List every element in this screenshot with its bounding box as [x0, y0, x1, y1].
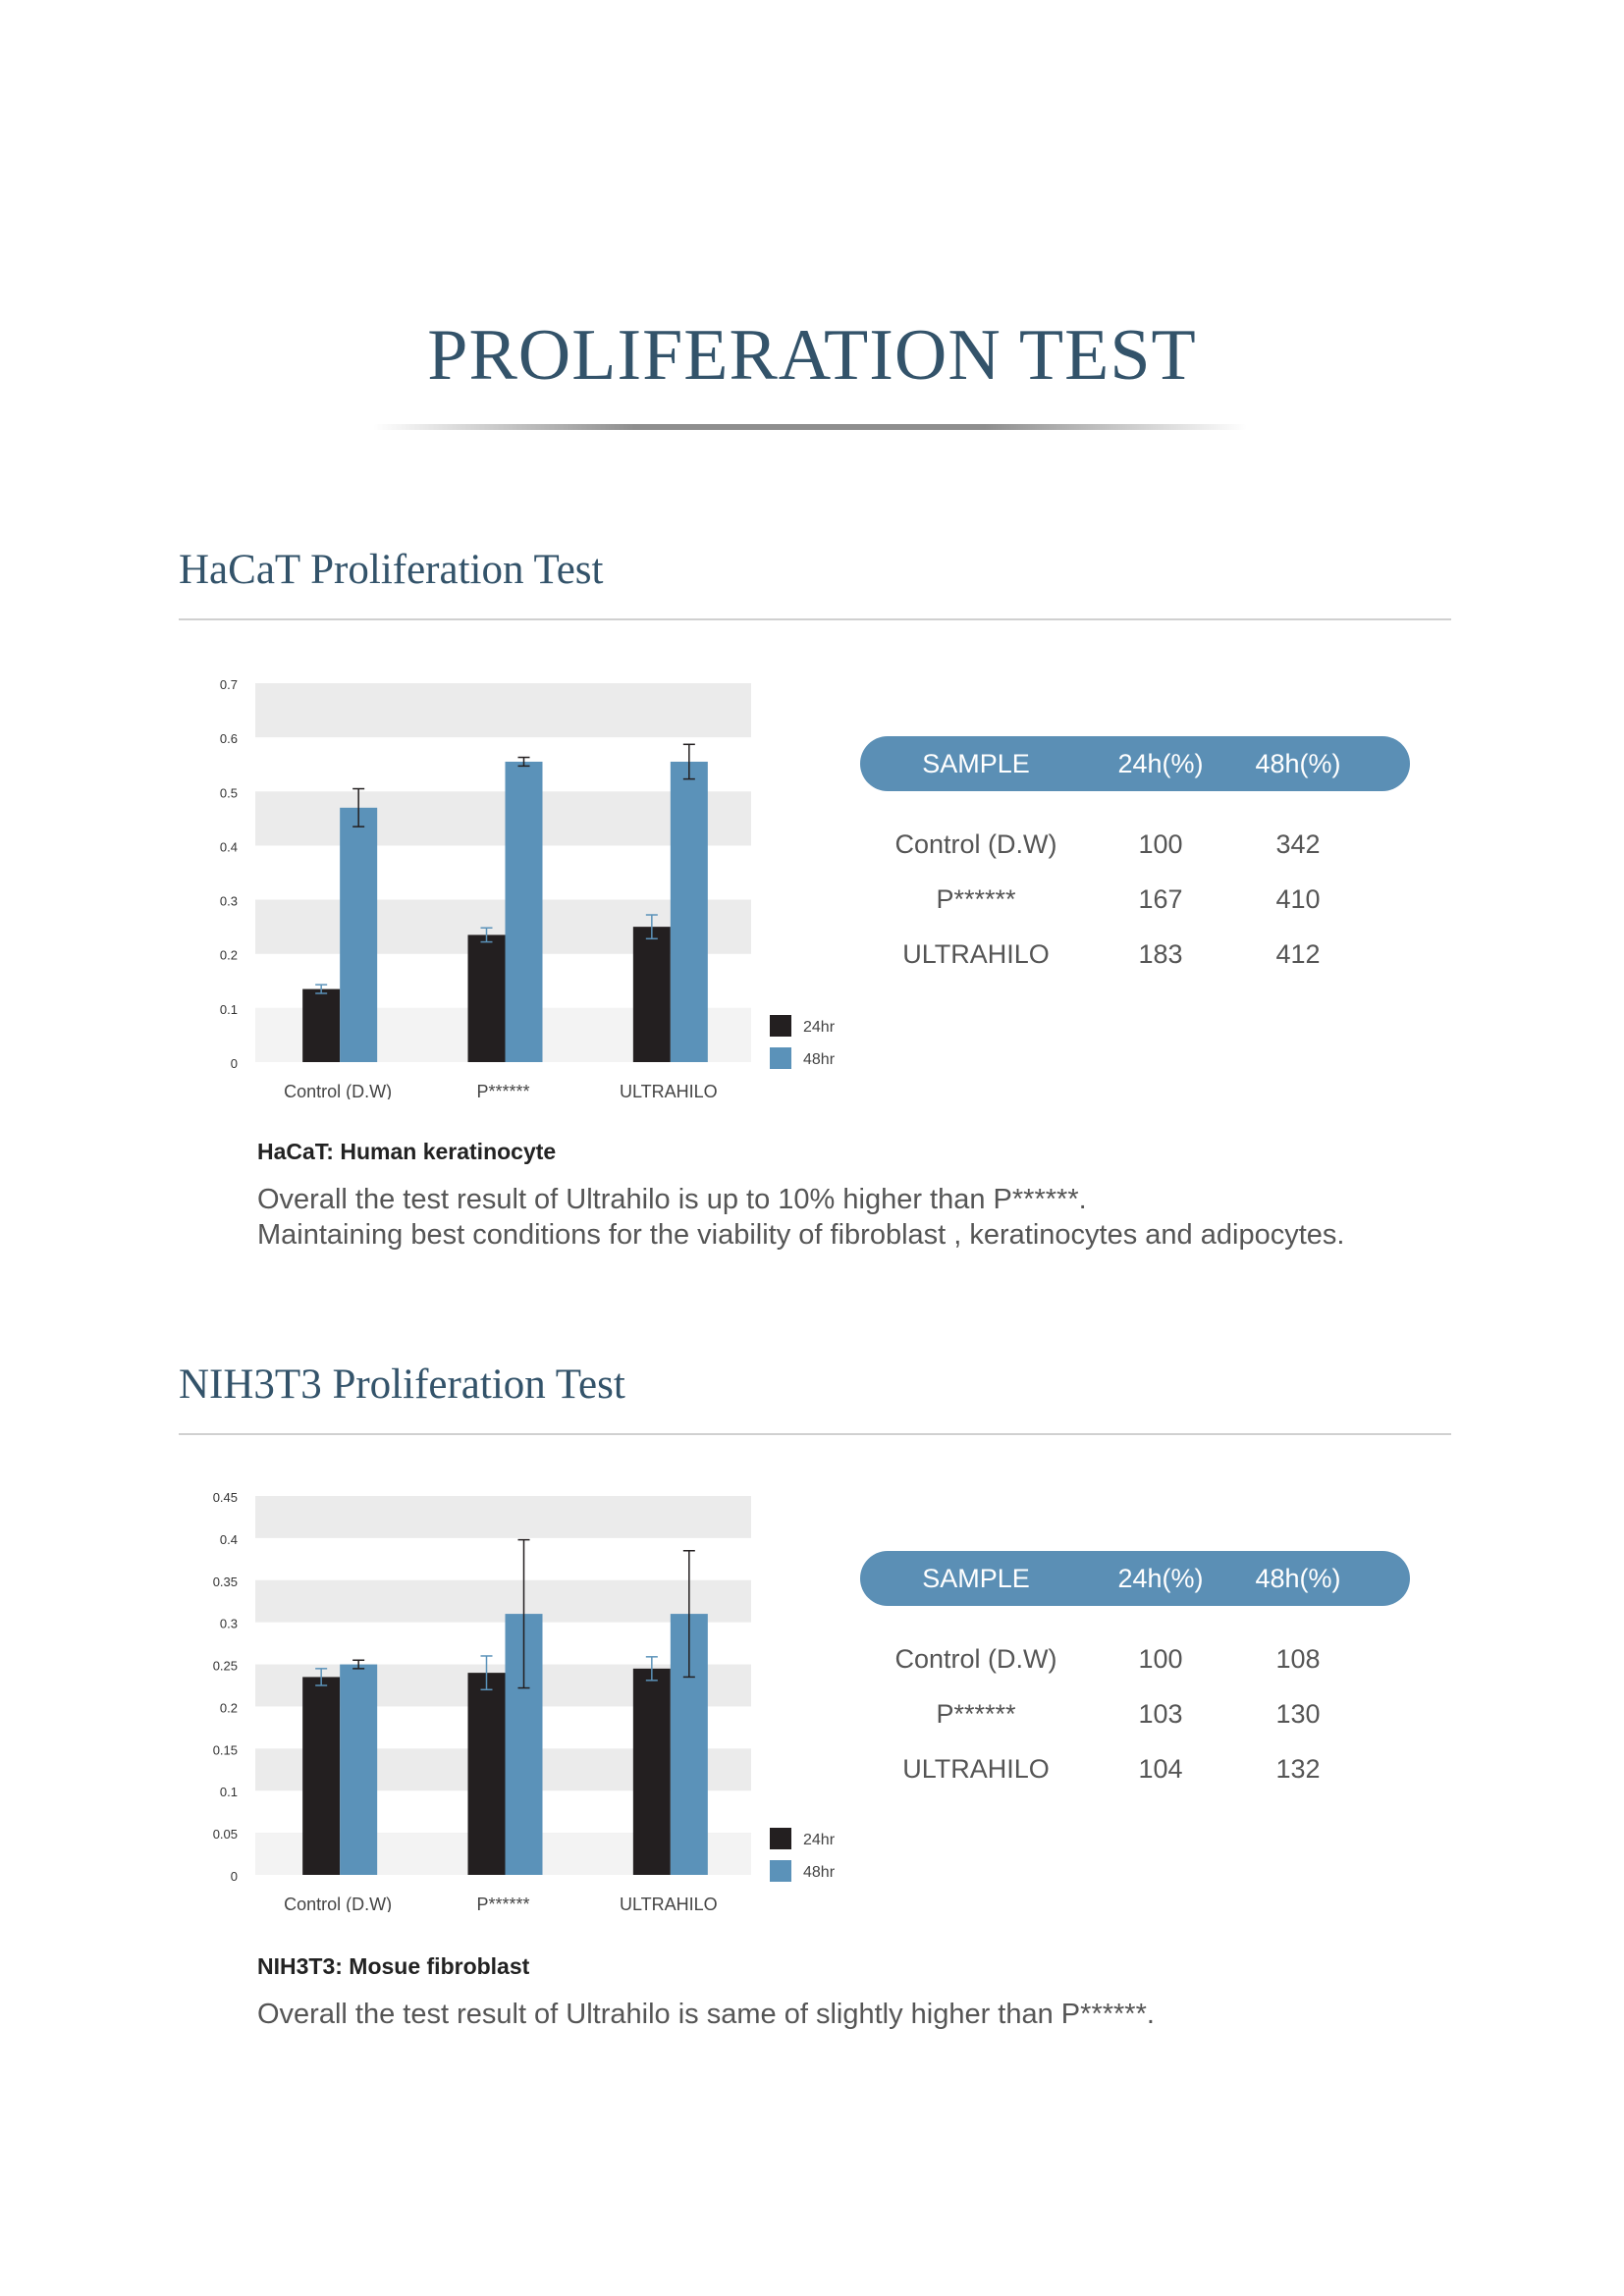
table-row	[860, 1631, 1410, 1686]
bar-24hr	[468, 1673, 506, 1875]
header-24h: 24h(%)	[1117, 1563, 1204, 1593]
caption-line: Overall the test result of Ultrahilo is up to 10% higher than P******.	[257, 1184, 1087, 1215]
cell-24h: 100	[1138, 1643, 1183, 1674]
caption-title-nih3t3: NIH3T3: Mosue fibroblast	[257, 1953, 530, 1979]
caption-line: Overall the test result of Ultrahilo is same of slightly higher than P******.	[257, 1999, 1155, 2030]
legend-swatch	[770, 1860, 791, 1882]
cell-48h: 342	[1275, 828, 1321, 859]
y-tick-label: 0.1	[219, 1001, 238, 1017]
grid-band	[255, 683, 751, 737]
cell-sample: ULTRAHILO	[902, 938, 1050, 969]
cell-sample: Control (D.W)	[894, 828, 1057, 859]
legend-label: 24hr	[803, 1019, 836, 1036]
y-tick-label: 0.3	[219, 893, 238, 909]
x-tick-label: P******	[476, 1082, 530, 1099]
y-tick-label: 0.25	[212, 1658, 238, 1674]
y-tick-label: 0.45	[212, 1490, 238, 1505]
cell-48h: 132	[1275, 1753, 1321, 1784]
y-tick-label: 0.6	[219, 731, 238, 747]
y-tick-label: 0.35	[212, 1574, 238, 1589]
table-row	[860, 1686, 1410, 1741]
cell-24h: 103	[1138, 1698, 1183, 1729]
table-header	[860, 1551, 1410, 1606]
grid-band	[255, 1496, 751, 1538]
y-tick-label: 0.1	[219, 1785, 238, 1800]
bar-48hr	[340, 808, 377, 1062]
section-title-hacat: HaCaT Proliferation Test	[179, 547, 604, 593]
table-row	[860, 927, 1410, 982]
x-tick-label: ULTRAHILO	[619, 1895, 718, 1912]
section-divider	[179, 618, 1451, 620]
bar-24hr	[302, 989, 340, 1062]
y-tick-label: 0.7	[219, 677, 238, 692]
table-row	[860, 1741, 1410, 1796]
cell-48h: 410	[1275, 883, 1321, 914]
cell-sample: P******	[936, 883, 1016, 914]
table-header	[860, 736, 1410, 791]
section-divider	[179, 1433, 1451, 1435]
caption-title-hacat: HaCaT: Human keratinocyte	[257, 1139, 557, 1164]
header-48h: 48h(%)	[1255, 1563, 1341, 1593]
table-row	[860, 872, 1410, 927]
caption-line: Maintaining best conditions for the viability of fibroblast , keratinocytes and adipocytes.	[257, 1219, 1345, 1251]
y-tick-label: 0.05	[212, 1827, 238, 1842]
header-48h: 48h(%)	[1255, 748, 1341, 778]
nih3t3-chart	[196, 1480, 884, 1912]
header-24h: 24h(%)	[1117, 748, 1204, 778]
table-row	[860, 817, 1410, 872]
bar-48hr	[340, 1665, 377, 1875]
legend-swatch	[770, 1015, 791, 1037]
bar-24hr	[468, 934, 506, 1062]
cell-48h: 130	[1275, 1698, 1321, 1729]
y-tick-label: 0.2	[219, 947, 238, 963]
nih3t3-table	[860, 1551, 1410, 1796]
y-tick-label: 0.4	[219, 839, 238, 855]
x-tick-label: ULTRAHILO	[619, 1082, 718, 1099]
bar-48hr	[506, 762, 543, 1062]
legend-swatch	[770, 1047, 791, 1069]
hacat-table	[860, 736, 1410, 982]
bar-48hr	[671, 762, 708, 1062]
cell-24h: 167	[1138, 883, 1183, 914]
legend-label: 48hr	[803, 1051, 836, 1068]
section-title-nih3t3: NIH3T3 Proliferation Test	[179, 1362, 625, 1408]
y-tick-label: 0.5	[219, 785, 238, 801]
x-tick-label: Control (D.W)	[284, 1895, 393, 1912]
legend-label: 24hr	[803, 1832, 836, 1848]
nih3t3-bar-chart	[196, 1480, 884, 1912]
page-title: PROLIFERATION TEST	[427, 315, 1197, 396]
y-tick-label: 0	[230, 1056, 238, 1071]
y-tick-label: 0.2	[219, 1700, 238, 1716]
bar-24hr	[633, 927, 671, 1062]
x-tick-label: P******	[476, 1895, 530, 1912]
cell-48h: 108	[1275, 1643, 1321, 1674]
x-tick-label: Control (D.W)	[284, 1082, 393, 1099]
cell-sample: Control (D.W)	[894, 1643, 1057, 1674]
legend-label: 48hr	[803, 1864, 836, 1881]
legend-swatch	[770, 1828, 791, 1849]
cell-sample: ULTRAHILO	[902, 1753, 1050, 1784]
hacat-chart	[196, 667, 884, 1099]
header-sample: SAMPLE	[922, 748, 1030, 778]
cell-24h: 100	[1138, 828, 1183, 859]
y-tick-label: 0	[230, 1869, 238, 1884]
title-underline	[373, 424, 1247, 430]
bar-24hr	[302, 1677, 340, 1875]
bar-24hr	[633, 1669, 671, 1875]
hacat-bar-chart	[196, 667, 884, 1099]
cell-sample: P******	[936, 1698, 1016, 1729]
header-sample: SAMPLE	[922, 1563, 1030, 1593]
y-tick-label: 0.4	[219, 1531, 238, 1547]
cell-48h: 412	[1275, 938, 1321, 969]
y-tick-label: 0.15	[212, 1742, 238, 1758]
y-tick-label: 0.3	[219, 1616, 238, 1631]
cell-24h: 183	[1138, 938, 1183, 969]
cell-24h: 104	[1138, 1753, 1183, 1784]
